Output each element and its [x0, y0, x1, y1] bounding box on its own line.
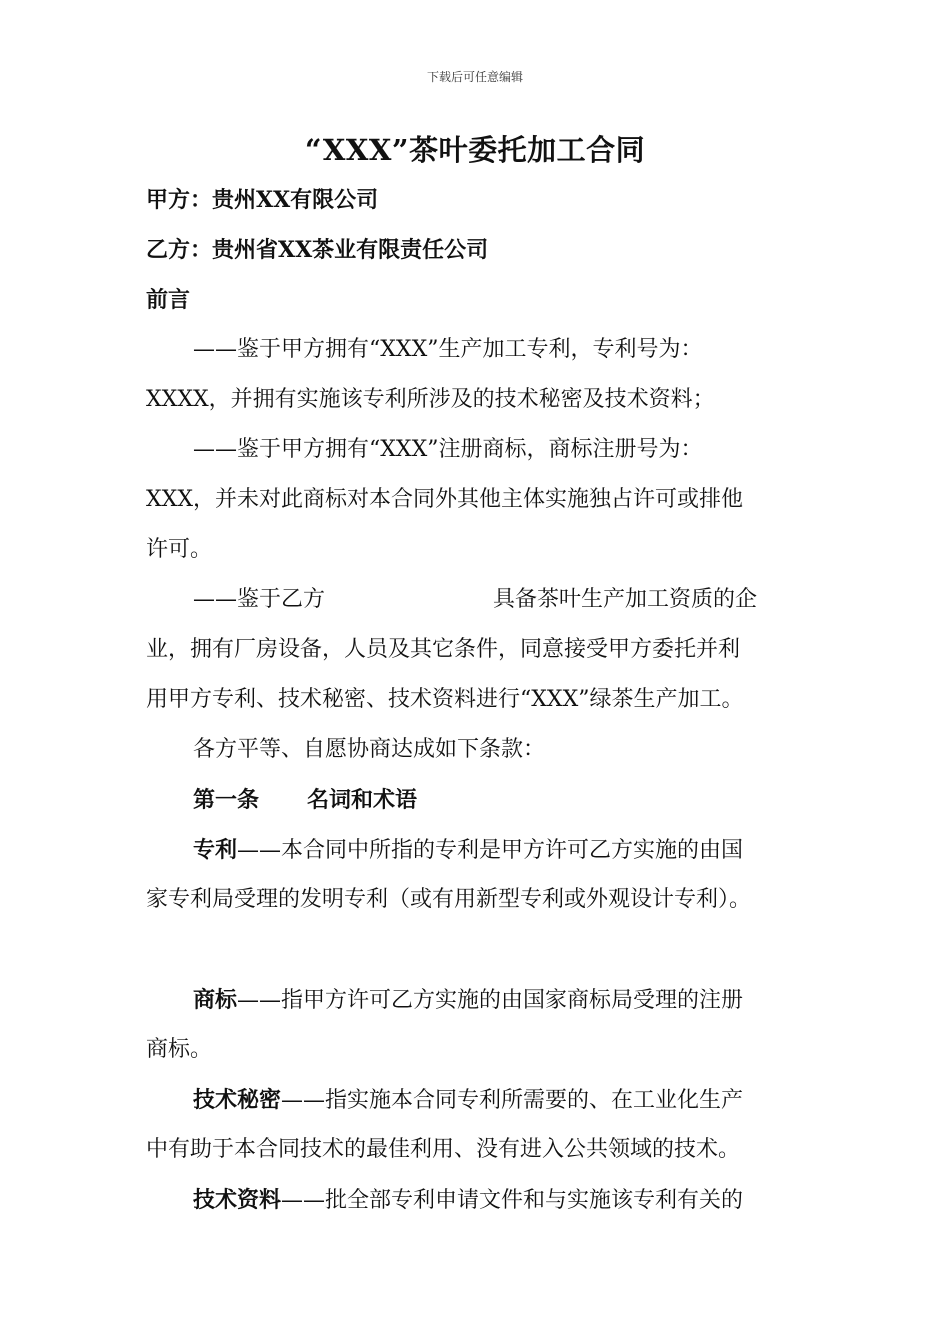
patent-term: 专利: [193, 837, 238, 863]
preface-p2-line2: XXX，并未对此商标对本合同外其他主体实施独占许可或排他: [146, 487, 743, 512]
secret-definition-text: ——指实施本合同专利所需要的、在工业化生产: [281, 1088, 744, 1113]
party-a: 甲方：贵州XX有限公司: [146, 187, 379, 213]
secret-definition-line1: [193, 1084, 743, 1117]
party-b: 乙方：贵州省XX茶业有限责任公司: [146, 237, 489, 263]
patent-definition-line2: 家专利局受理的发明专利（或有用新型专利或外观设计专利）。: [146, 887, 752, 912]
article1-heading: [193, 784, 417, 816]
secret-term: 技术秘密: [193, 1087, 282, 1113]
secret-definition-line2: 中有助于本合同技术的最佳利用、没有进入公共领域的技术。: [146, 1137, 741, 1162]
preface-p1-line1: ——鉴于甲方拥有“XXX”生产加工专利，专利号为：: [193, 337, 703, 362]
agreement-statement: 各方平等、自愿协商达成如下条款：: [193, 737, 546, 762]
preface-p3-line1-start: ——鉴于乙方: [193, 587, 326, 612]
preface-p2-line3: 许可。: [146, 537, 213, 562]
trademark-term: 商标: [193, 987, 238, 1013]
info-definition-line1: [193, 1184, 743, 1217]
trademark-definition-line1: [193, 984, 743, 1017]
preface-p3-line1-end: 具备茶叶生产加工资质的企: [493, 587, 758, 612]
page-header-note: 下载后可任意编辑: [426, 70, 523, 84]
preface-p2-line1: ——鉴于甲方拥有“XXX”注册商标，商标注册号为：: [193, 437, 703, 462]
trademark-definition-line2: 商标。: [146, 1037, 213, 1062]
patent-definition-line1: [193, 834, 743, 867]
preface-p1-line2: XXXX，并拥有实施该专利所涉及的技术秘密及技术资料；: [146, 387, 715, 412]
article1-number: 第一条: [193, 787, 260, 813]
trademark-definition-text: ——指甲方许可乙方实施的由国家商标局受理的注册: [237, 988, 744, 1013]
document-title: “XXX”茶叶委托加工合同: [304, 133, 646, 167]
info-term: 技术资料: [193, 1187, 282, 1213]
preface-p3-line3: 用甲方专利、技术秘密、技术资料进行“XXX”绿茶生产加工。: [146, 687, 744, 712]
article1-title: 名词和术语: [307, 787, 418, 813]
preface-heading: 前言: [146, 287, 191, 313]
info-definition-text: ——批全部专利申请文件和与实施该专利有关的: [281, 1188, 744, 1213]
preface-p3-line1: [193, 584, 757, 616]
preface-p3-line2: 业，拥有厂房设备，人员及其它条件，同意接受甲方委托并利: [146, 637, 741, 662]
patent-definition-text: ——本合同中所指的专利是甲方许可乙方实施的由国: [237, 838, 744, 863]
